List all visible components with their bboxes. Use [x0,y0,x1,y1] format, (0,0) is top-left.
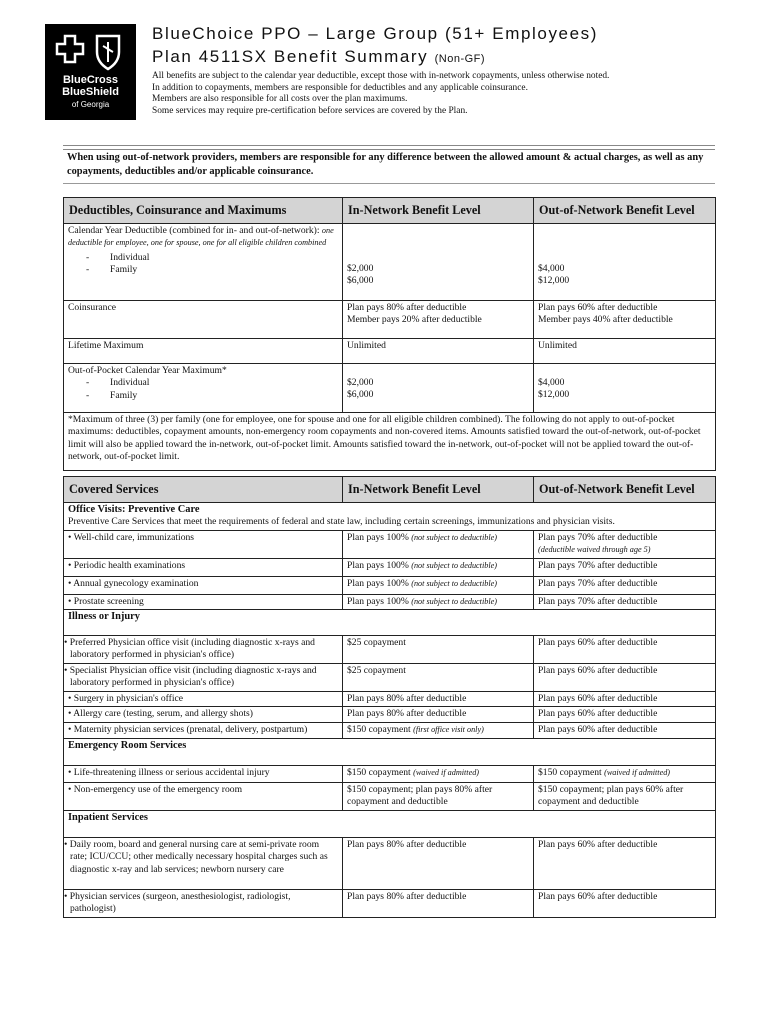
table-header-row [64,198,716,224]
note-line: Some services may require pre-certification before services are covered by the Plan. [152,106,468,117]
service-name: • Prostate screening [64,594,343,609]
table-row [64,339,716,364]
in-network-cell [343,530,534,558]
deductible-label-note: one deductible for employee, one for spouse, one for all eligible children combined [68,226,334,248]
row-label: Coinsurance [64,301,343,339]
value-note: (not subject to deductible) [411,578,497,588]
value-note: (deductible waived through age 5) [538,545,651,555]
value: Plan pays 70% after deductible [534,594,716,609]
individual-label: Individual [110,377,150,389]
table-row [64,765,716,782]
out-network-cell [534,301,716,339]
section-row [64,810,716,837]
service-name: • Annual gynecology examination [64,576,343,594]
value: Plan pays 60% after deductible [534,636,716,664]
in-network-cell [343,722,534,738]
value: Unlimited [343,339,534,364]
oop-label: Out-of-Pocket Calendar Year Maximum* [68,365,227,376]
in-network-cell [343,765,534,782]
note-line: All benefits are subject to the calendar year deductible, except those with in-network copayments, unless otherwise noted. [152,71,610,81]
divider [63,145,715,146]
table-row [64,889,716,917]
service-name: • Allergy care (testing, serum, and allergy shots) [64,707,343,722]
table-header-row [64,477,716,503]
value: $4,000 [538,377,565,388]
section-title: Inpatient Services [64,810,716,837]
value: Plan pays 100% [347,531,409,543]
header-notes [152,71,609,118]
divider [63,183,715,184]
oop-label-cell: Out-of-Pocket Calendar Year Maximum* - Individual - Family [64,364,343,413]
table-row [64,576,716,594]
value: Plan pays 60% after deductible [534,664,716,692]
section-cell [64,503,716,531]
service-name: • Periodic health examinations [64,558,343,576]
section-title: Office Visits: Preventive Care [68,504,200,515]
in-network-cell [343,558,534,576]
table-row [64,722,716,738]
value: Plan pays 60% after deductible [534,707,716,722]
value-note: (not subject to deductible) [411,596,497,606]
table-row [64,558,716,576]
deductible-label-cell: Calendar Year Deductible (combined for in- and out-of-network): one deductible for employee, one for spouse, one for all eligible children combined - Individual - Family [64,224,343,301]
value: $150 copayment [538,766,602,778]
value: Plan pays 60% after deductible [534,692,716,707]
row-label: Lifetime Maximum [64,339,343,364]
family-label: Family [110,389,138,401]
value: Member pays 20% after deductible [347,314,482,326]
in-network-cell [343,594,534,609]
service-name: • Daily room, board and general nursing care at semi-private room rate; ICU/CCU; other medically necessary hospital charges such as diagnostic x-ray and lab services; newborn nursery care [64,837,343,889]
value: Plan pays 100% [347,577,409,589]
column-header: Out-of-Network Benefit Level [534,477,716,503]
service-name: • Preferred Physician office visit (including diagnostic x-rays and laboratory performed in physician's office) [64,636,343,664]
value: Plan pays 80% after deductible [347,302,467,313]
value-note: (waived if admitted) [413,767,480,777]
bcbs-logo [45,24,136,120]
value: $12,000 [538,389,570,401]
value: $2,000 [347,377,374,388]
value-note: (first office visit only) [413,724,484,734]
value: Plan pays 100% [347,595,409,607]
in-network-cell [343,364,534,413]
service-name: • Physician services (surgeon, anesthesiologist, radiologist, pathologist) [64,889,343,917]
table-row [64,594,716,609]
column-header: In-Network Benefit Level [343,198,534,224]
note-line: Members are also responsible for all costs over the plan maximums. [152,94,408,105]
value: $2,000 [347,263,374,274]
table-row [64,636,716,664]
service-name: • Well-child care, immunizations [64,530,343,558]
section-title: Emergency Room Services [64,738,716,765]
family-label: Family [110,264,138,276]
value: Plan pays 70% after deductible [534,576,716,594]
value: Plan pays 70% after deductible [534,558,716,576]
table-row [64,707,716,722]
covered-services-table [63,476,716,918]
section-row [64,610,716,636]
section-row [64,503,716,531]
table-row [64,364,716,413]
column-header: Deductibles, Coinsurance and Maximums [64,198,343,224]
individual-label: Individual [110,251,150,263]
column-header: Out-of-Network Benefit Level [534,198,716,224]
value: $25 copayment [343,636,534,664]
value: $12,000 [538,275,570,287]
logo-line3: of Georgia [71,100,110,109]
deductibles-table [63,197,716,471]
value: Plan pays 100% [347,559,409,571]
logo-line2: BlueShield [62,86,119,98]
value: $4,000 [538,263,565,274]
footnote: *Maximum of three (3) per family (one for employee, one for spouse and one for all eligible children combined). The following do not apply to out-of-pocket maximums: deductibles, copayment amounts, non-emergency room copayments and non-covered items. Amounts satisfied toward the out-of-network, out-of-pocket limit will also be applied toward the in-network, out-of-pocket limit. Amounts satisfied toward the in-network, out-of-pocket will not be applied toward the out-of-network, out-of-pocket limit. [64,413,716,471]
value-note: (not subject to deductible) [411,532,497,542]
table-row [64,224,716,301]
value: $6,000 [347,275,374,287]
value: Plan pays 80% after deductible [343,889,534,917]
value: $150 copayment; plan pays 80% after copayment and deductible [343,782,534,810]
value: $25 copayment [343,664,534,692]
in-network-cell [343,224,534,301]
value: Plan pays 80% after deductible [343,837,534,889]
table-row [64,837,716,889]
note-line: In addition to copayments, members are responsible for deductibles and any applicable coinsurance. [152,82,528,93]
plan-title-text: Plan 4511SX Benefit Summary [152,47,429,66]
value: $6,000 [347,389,374,401]
value-note: (not subject to deductible) [411,560,497,570]
page-title: BlueChoice PPO – Large Group (51+ Employees) [152,24,599,43]
value: Plan pays 60% after deductible [538,302,658,313]
value: $150 copayment [347,723,411,735]
table-row [64,692,716,707]
in-network-cell [343,576,534,594]
plan-title [152,47,485,67]
out-network-cell [534,765,716,782]
out-network-cell [534,364,716,413]
value: Plan pays 70% after deductible [538,531,658,543]
service-name: • Life-threatening illness or serious accidental injury [64,765,343,782]
in-network-cell [343,301,534,339]
plan-title-sub: (Non-GF) [434,53,486,65]
table-row [64,530,716,558]
value: $150 copayment [347,766,411,778]
value-note: (waived if admitted) [604,767,671,777]
logo-line1: BlueCross [62,74,119,86]
out-of-network-warning: When using out-of-network providers, members are responsible for any difference between the allowed amount & actual charges, as well as any copayments, deductibles and/or applicable coinsurance. [67,152,704,177]
out-network-cell [534,224,716,301]
value: Plan pays 80% after deductible [343,692,534,707]
value: Plan pays 80% after deductible [343,707,534,722]
table-row [64,664,716,692]
value: Unlimited [534,339,716,364]
service-name: • Non-emergency use of the emergency room [64,782,343,810]
section-title: Illness or Injury [64,610,716,636]
service-name: • Specialist Physician office visit (including diagnostic x-rays and laboratory performed in physician's office) [64,664,343,692]
value: Member pays 40% after deductible [538,314,673,326]
value: Plan pays 60% after deductible [534,889,716,917]
column-header: In-Network Benefit Level [343,477,534,503]
section-desc: Preventive Care Services that meet the requirements of federal and state law, including certain screenings, immunizations and physician visits. [68,516,615,528]
value: Plan pays 60% after deductible [534,837,716,889]
value: Plan pays 60% after deductible [534,722,716,738]
out-network-cell [534,530,716,558]
divider [63,149,715,150]
table-row [64,301,716,339]
column-header: Covered Services [64,477,343,503]
section-row [64,738,716,765]
deductible-label: Calendar Year Deductible (combined for in- and out-of-network): [68,225,320,236]
value: $150 copayment; plan pays 60% after copayment and deductible [534,782,716,810]
table-row [64,782,716,810]
service-name: • Maternity physician services (prenatal, delivery, postpartum) [64,722,343,738]
footnote-row [64,413,716,471]
cross-shield-icon [53,32,128,72]
service-name: • Surgery in physician's office [64,692,343,707]
